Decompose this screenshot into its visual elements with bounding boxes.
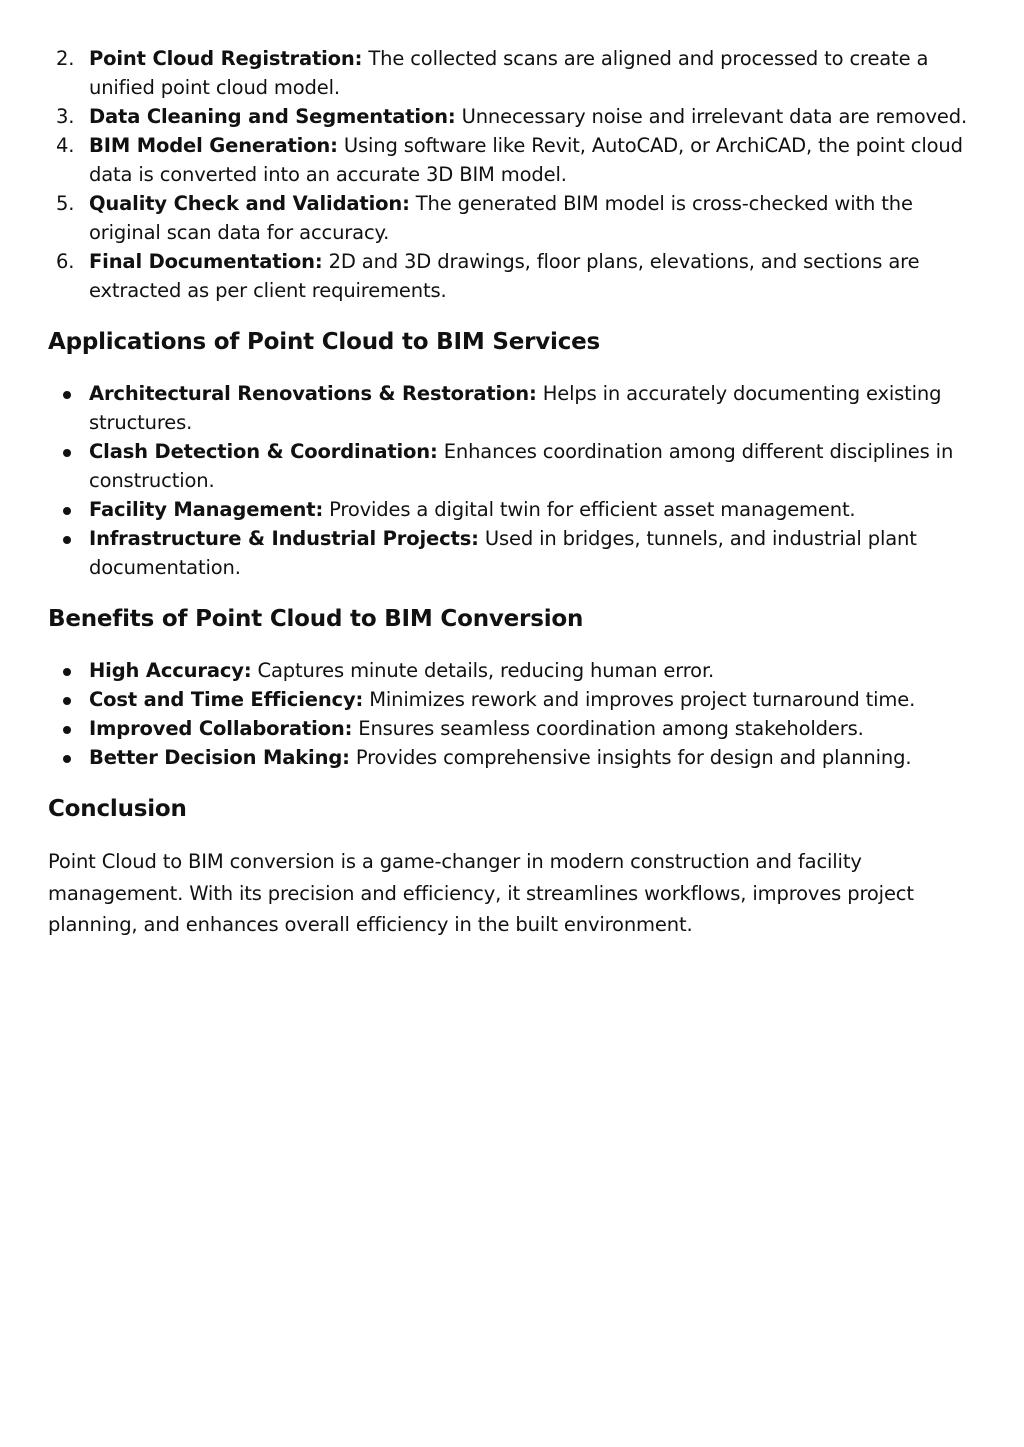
item-term: Improved Collaboration: xyxy=(89,717,353,740)
list-item xyxy=(48,743,978,772)
bullet-icon xyxy=(63,449,71,457)
item-term: High Accuracy: xyxy=(89,659,252,682)
item-description: Enhances coordination among different disciplines in construction. xyxy=(89,440,954,492)
list-number: 3. xyxy=(56,105,75,128)
bullet-icon xyxy=(63,726,71,734)
list-number: 4. xyxy=(56,134,75,157)
item-description: Provides a digital twin for efficient asset management. xyxy=(323,498,856,521)
list-item xyxy=(48,247,978,305)
bullet-icon xyxy=(63,668,71,676)
list-item xyxy=(48,656,978,685)
list-item xyxy=(48,524,978,582)
list-number: 2. xyxy=(56,47,75,70)
list-item xyxy=(48,44,978,102)
item-term: Infrastructure & Industrial Projects: xyxy=(89,527,479,550)
applications-heading: Applications of Point Cloud to BIM Services xyxy=(48,329,601,355)
bullet-icon xyxy=(63,391,71,399)
item-term: Architectural Renovations & Restoration: xyxy=(89,382,537,405)
bullet-icon xyxy=(63,755,71,763)
bullet-icon xyxy=(63,697,71,705)
item-description: Captures minute details, reducing human error. xyxy=(251,659,715,682)
item-description: Used in bridges, tunnels, and industrial plant documentation. xyxy=(89,527,917,579)
list-item xyxy=(48,379,978,437)
item-description: Using software like Revit, AutoCAD, or ArchiCAD, the point cloud data is converted into an accurate 3D BIM model. xyxy=(89,134,963,186)
applications-list xyxy=(48,379,978,582)
conclusion-heading: Conclusion xyxy=(48,796,187,822)
item-term: Facility Management: xyxy=(89,498,324,521)
bullet-icon xyxy=(63,536,71,544)
item-term: Data Cleaning and Segmentation: xyxy=(89,105,456,128)
item-term: Quality Check and Validation: xyxy=(89,192,410,215)
list-item xyxy=(48,714,978,743)
list-item xyxy=(48,189,978,247)
item-term: Point Cloud Registration: xyxy=(89,47,363,70)
item-description: Minimizes rework and improves project turnaround time. xyxy=(363,688,916,711)
item-term: Cost and Time Efficiency: xyxy=(89,688,364,711)
benefits-heading: Benefits of Point Cloud to BIM Conversion xyxy=(48,606,584,632)
item-description: Unnecessary noise and irrelevant data are removed. xyxy=(455,105,968,128)
bullet-icon xyxy=(63,507,71,515)
list-item xyxy=(48,685,978,714)
item-term: Final Documentation: xyxy=(89,250,323,273)
list-item xyxy=(48,102,978,131)
benefits-list xyxy=(48,656,978,772)
process-steps-list xyxy=(48,44,978,305)
list-item xyxy=(48,131,978,189)
item-description: The generated BIM model is cross-checked with the original scan data for accuracy. xyxy=(89,192,913,244)
item-term: Clash Detection & Coordination: xyxy=(89,440,438,463)
list-number: 6. xyxy=(56,250,75,273)
list-number: 5. xyxy=(56,192,75,215)
list-item xyxy=(48,437,978,495)
list-item xyxy=(48,495,978,524)
item-description: Helps in accurately documenting existing structures. xyxy=(89,382,942,434)
item-description: 2D and 3D drawings, floor plans, elevations, and sections are extracted as per client requirements. xyxy=(89,250,920,302)
item-term: Better Decision Making: xyxy=(89,746,350,769)
item-description: Provides comprehensive insights for design and planning. xyxy=(349,746,912,769)
item-description: Ensures seamless coordination among stakeholders. xyxy=(352,717,864,740)
document-page xyxy=(48,44,978,941)
conclusion-paragraph: Point Cloud to BIM conversion is a game-changer in modern construction and facility management. With its precision and efficiency, it streamlines workflows, improves project planning, and enhances overall efficiency in the built environment. xyxy=(48,850,914,936)
item-description: The collected scans are aligned and processed to create a unified point cloud model. xyxy=(89,47,929,99)
item-term: BIM Model Generation: xyxy=(89,134,338,157)
